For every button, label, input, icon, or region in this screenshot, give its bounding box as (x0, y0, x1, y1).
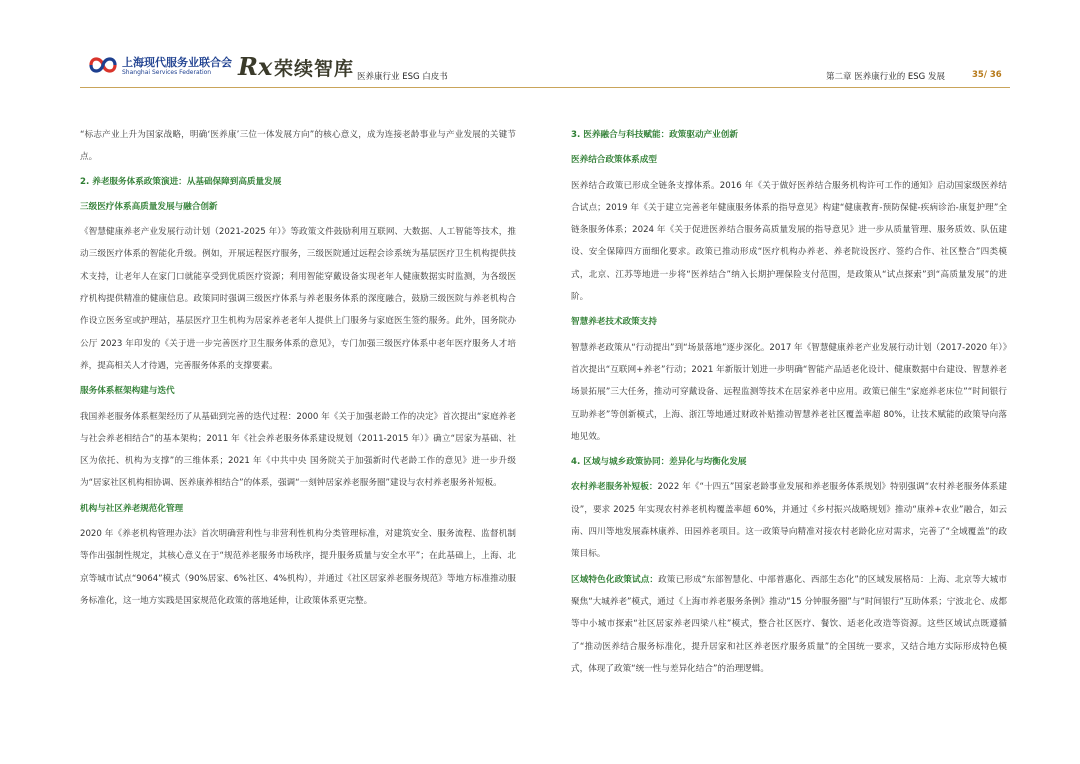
federation-name-cn: 上海现代服务业联合会 (122, 56, 232, 69)
paragraph-smart-elderly-care: 智慧养老政策从“行动提出”到“场景落地”逐步深化。2017 年《智慧健康养老产业发展行动计划（2017-2020 年）》首次提出“互联网+养老”行动；2021 年新版计划进一步明确“智能产品适老化设计、健康数据中台建设、智慧养老场景拓展”三大任务，推动可穿戴设备、远程监测等技术在居家养老中应用。政策已催生“家庭养老床位”“时间银行互助养老”等创新模式，上海、浙江等地通过财政补贴推动智慧养老社区覆盖率超 80%，让技术赋能的政策导向落地见效。 (571, 342, 1007, 442)
subheading-smart-elderly-care: 智慧养老技术政策支持 (571, 317, 657, 328)
page-number: 35/ 36 (972, 70, 1002, 80)
section-heading-3: 3. 医养融合与科技赋能：政策驱动产业创新 (571, 130, 738, 140)
paragraph-rural-elderly-care (571, 476, 1007, 565)
subheading-service-framework: 服务体系框架构建与迭代 (80, 386, 175, 397)
header-divider (80, 87, 1010, 88)
paragraph-tiered-medical: 《智慧健康养老产业发展行动计划（2021-2025 年）》等政策文件鼓励利用互联网、大数据、人工智能等技术，推动三级医疗体系的智能化升级。例如，开展远程医疗服务，三级医院通过远程会诊系统为基层医疗卫生机构提供技术支持，让老年人在家门口就能享受到优质医疗资源；利用智能穿戴设备实现老年人健康数据实时监测，为各级医疗机构提供精准的健康信息。政策同时强调三级医疗体系与养老服务体系的深度融合，鼓励三级医院与养老机构合作设立医务室或护理站，基层医疗卫生机构为居家养老老年人提供上门服务与家庭医生签约服务。此外，国务院办公厅 2023 年印发的《关于进一步完善医疗卫生服务体系的意见》，专门加强三级医疗体系中老年医疗服务人才培养，提高相关人才待遇，完善服务体系的支撑要素。 (80, 227, 516, 371)
paragraph-medical-care-integration: 医养结合政策已形成全链条支撑体系。2016 年《关于做好医养结合服务机构许可工作的通知》启动国家级医养结合试点；2019 年《关于建立完善老年健康服务体系的指导意见》构建“健康教育-预防保健-疾病诊治-康复护理”全链条服务体系；2024 年《关于促进医养结合服务高质量发展的指导意见》进一步从质量管理、服务质效、队伍建设、安全保障四方面细化要求。政策已推动形成“医疗机构办养老、养老院设医疗、签约合作、社区整合”四类模式，北京、江苏等地进一步将“医养结合”纳入长期护理保险支付范围，是政策从“试点探索”到“高质量发展”的进阶。 (571, 180, 1007, 303)
document-title: 医养康行业 ESG 白皮书 (357, 72, 448, 82)
section-heading-2: 2. 养老服务体系政策演进：从基础保障到高质量发展 (80, 176, 282, 187)
text-rural-elderly-care: 2022 年《“十四五”国家老龄事业发展和养老服务体系规划》特别强调“农村养老服务体系建设”，要求 2025 年实现农村养老机构覆盖率超 60%，并通过《乡村振兴战略规划》推动“康养+农业”融合，如云南、四川等地发展森林康养、田园养老项目。这一政策导向精准对接农村老龄化应对需求，完善了“全域覆盖”的政策目标。 (571, 482, 1007, 560)
rx-mark: Rx (238, 52, 273, 81)
text-regional-pilots: 政策已形成“东部智慧化、中部普惠化、西部生态化”的区域发展格局：上海、北京等大城市聚焦“大城养老”模式，通过《上海市养老服务条例》推动“15 分钟服务圈”与“时间银行”互助体系；宁波北仑、成都等中小城市探索“社区居家养老四梁八柱”模式，整合社区医疗、餐饮、适老化改造等资源。这些区域试点既遵循了“推动医养结合服务标准化，提升居家和社区养老医疗服务质量”的全国统一要求，又结合地方实际形成特色模式，体现了政策“统一性与差异化结合”的治理逻辑。 (571, 574, 1007, 674)
right-column (571, 124, 1007, 680)
federation-emblem-icon (88, 54, 118, 76)
shanghai-services-federation-logo (88, 52, 233, 82)
left-column (80, 124, 516, 612)
chapter-title: 第二章 医养康行业的 ESG 发展 (826, 72, 945, 82)
rongxu-name: 荣续智库 (274, 58, 355, 80)
paragraph-standardized-management: 2020 年《养老机构管理办法》首次明确营利性与非营利性机构分类管理标准，对建筑安全、服务流程、监督机制等作出强制性规定，其核心意义在于“规范养老服务市场秩序，提升服务质量与安全水平”；在此基础上，上海、北京等城市试点“9064”模式（90%居家、6%社区、4%机构），并通过《社区居家养老服务规范》等地方标准推动服务标准化，这一地方实践是国家规范化政策的落地延伸，让政策体系更完整。 (80, 529, 516, 606)
rongxu-think-tank-logo (238, 52, 358, 82)
paragraph-service-framework: 我国养老服务体系框架经历了从基础到完善的迭代过程：2000 年《关于加强老龄工作的决定》首次提出“家庭养老与社会养老相结合”的基本架构；2011 年《社会养老服务体系建设规划（2011-2015 年）》确立“居家为基础、社区为依托、机构为支撑”的三维体系；2021 年《中共中央 国务院关于加强新时代老龄工作的意见》进一步升级为“居家社区机构相协调、医养康养相结合”的体系，强调“一刻钟居家养老服务圈”建设与农村养老服务补短板。 (80, 411, 516, 489)
lead-regional-pilots: 区域特色化政策试点： (571, 574, 659, 585)
section-heading-4: 4. 区域与城乡政策协同：差异化与均衡化发展 (571, 457, 747, 468)
lead-rural-elderly-care: 农村养老服务补短板： (571, 482, 658, 493)
paragraph-regional-pilots (571, 569, 1007, 680)
federation-name-en: Shanghai Services Federation (122, 69, 212, 76)
continuation-paragraph: “标志产业上升为国家战略，明确‘医养康’三位一体发展方向”的核心意义，成为连接老龄事业与产业发展的关键节点。 (80, 130, 516, 163)
subheading-tiered-medical: 三级医疗体系高质量发展与融合创新 (80, 201, 218, 212)
subheading-standardized-management: 机构与社区养老规范化管理 (80, 503, 184, 514)
subheading-medical-care-integration: 医养结合政策体系成型 (571, 155, 657, 166)
page-header (0, 0, 1080, 100)
